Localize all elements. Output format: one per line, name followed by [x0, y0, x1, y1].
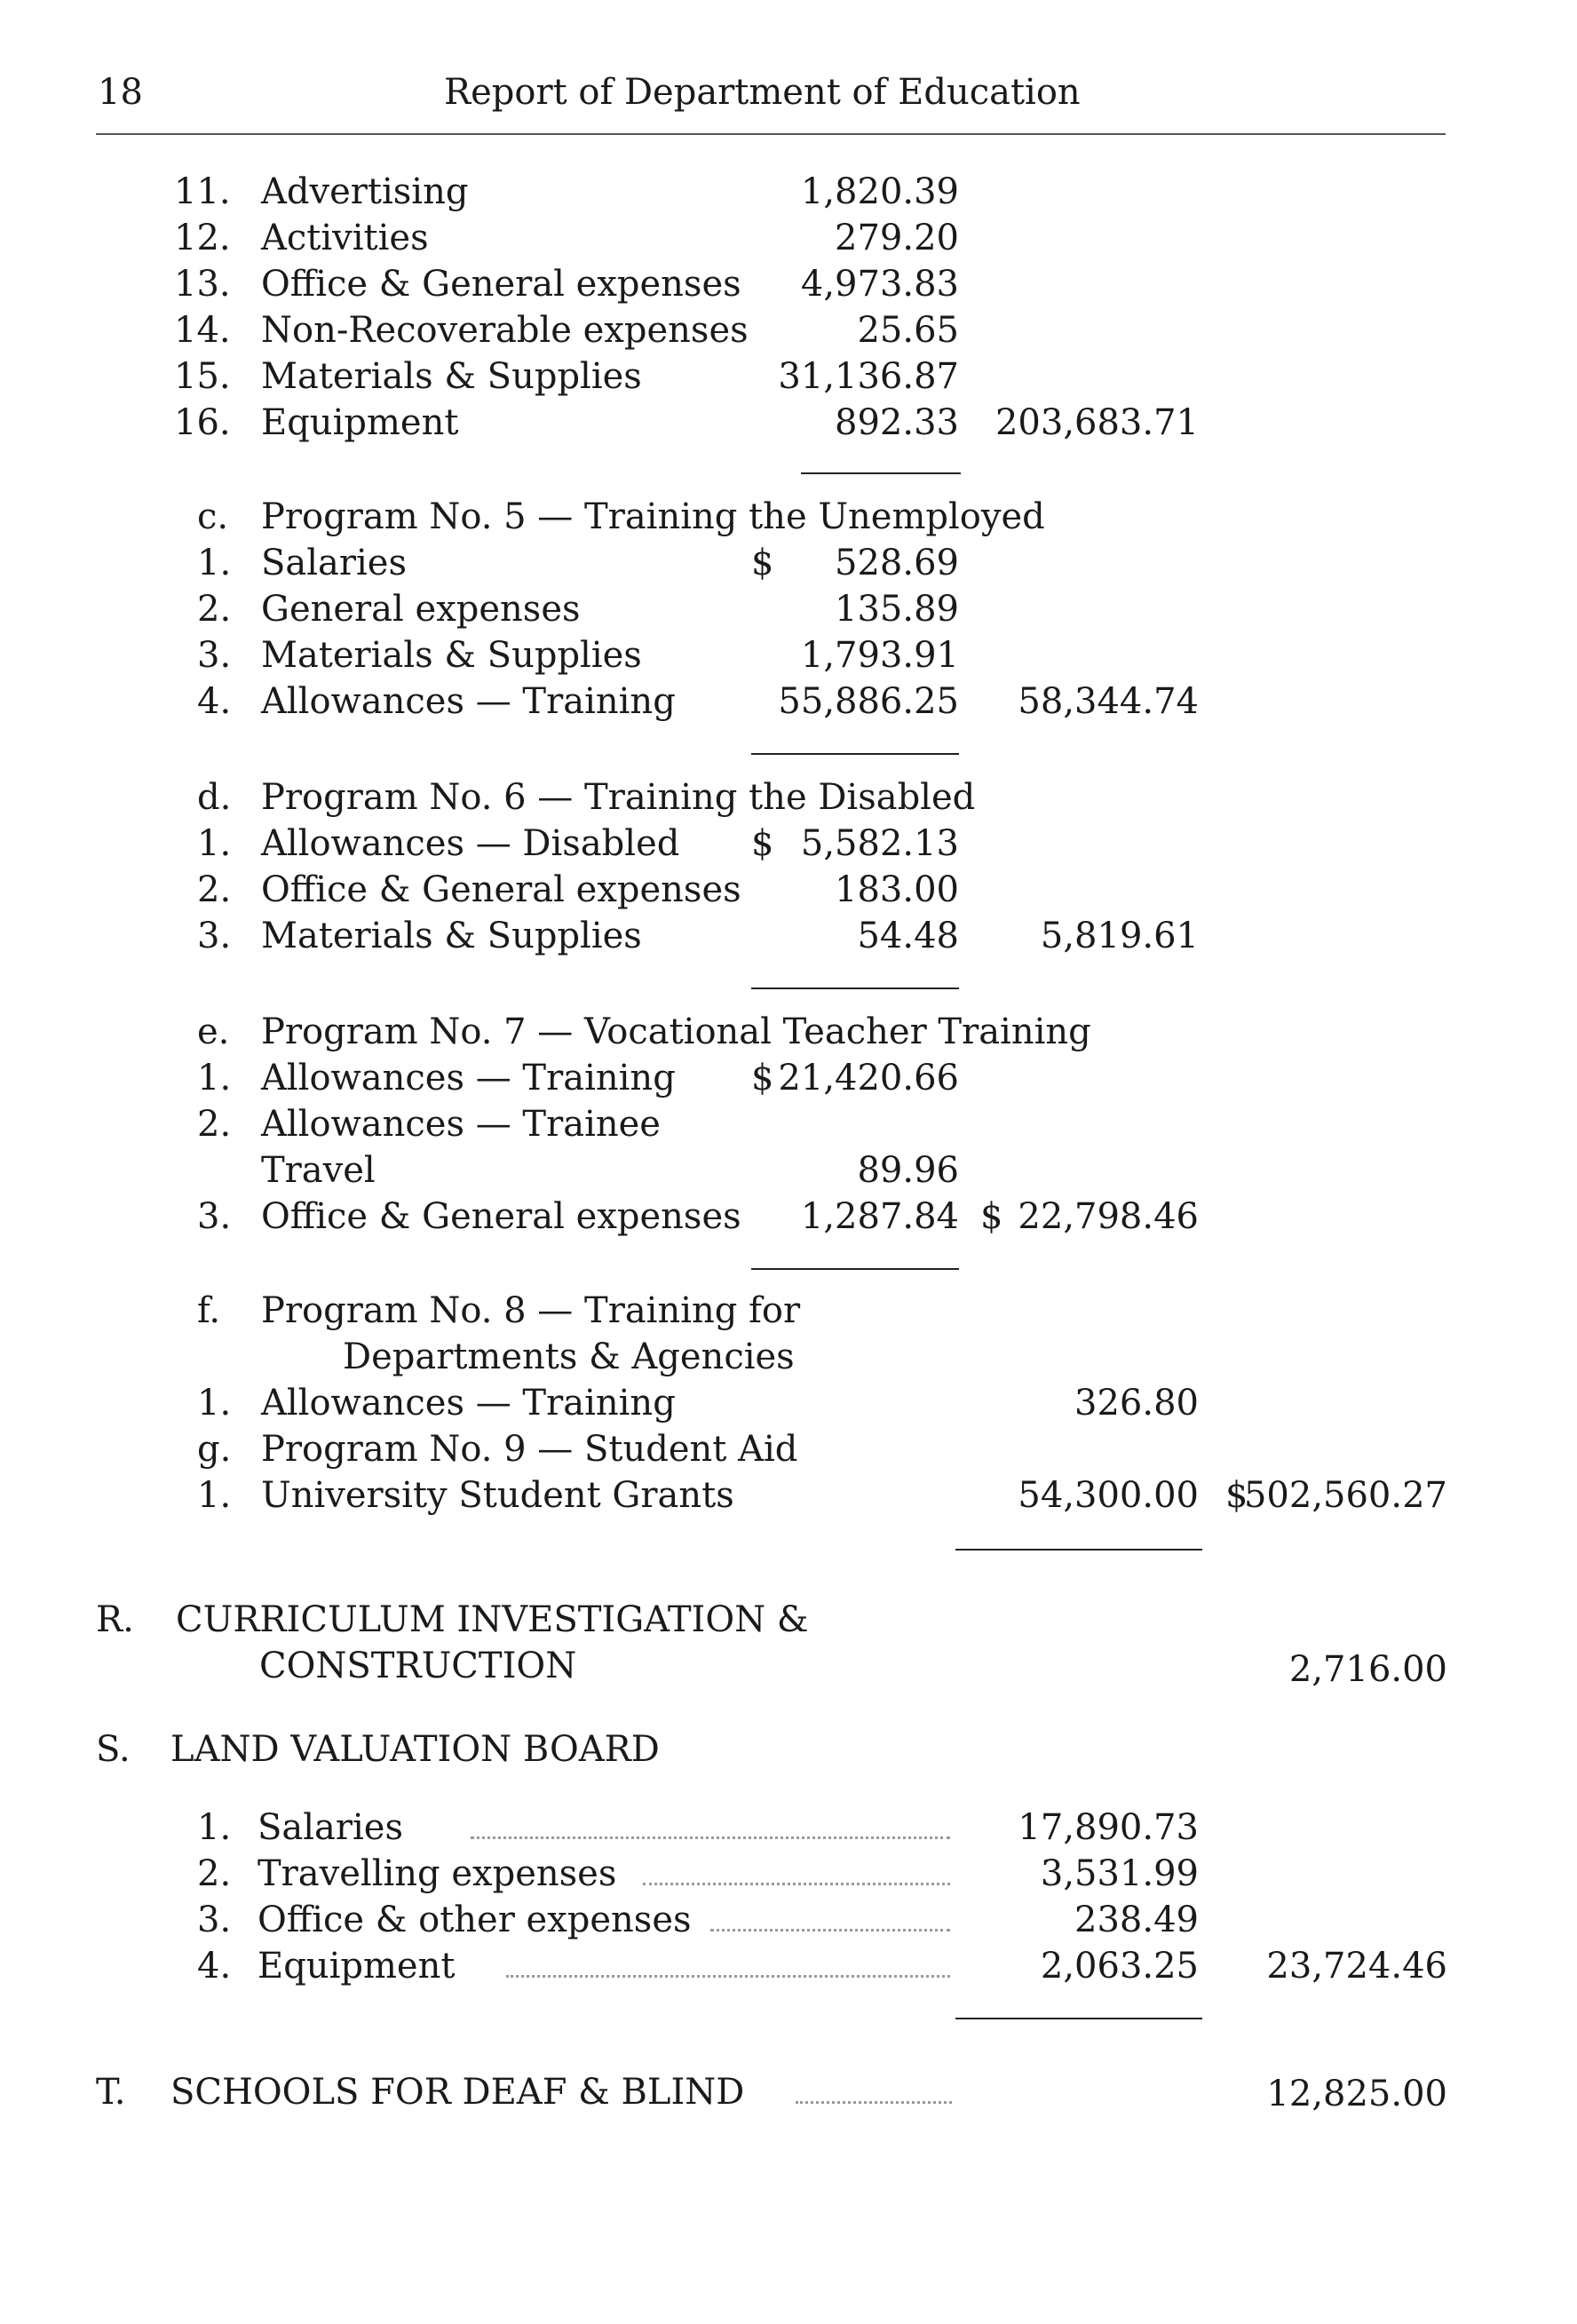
- total-rule: [955, 2018, 1202, 2019]
- item-label: General expenses: [261, 589, 581, 630]
- section-letter: S.: [96, 1729, 131, 1770]
- item-number: 13.: [174, 264, 231, 305]
- item-amount: 25.65: [857, 310, 959, 351]
- item-number: 15.: [174, 356, 231, 397]
- program-title: Program No. 9 — Student Aid: [261, 1429, 798, 1470]
- item-amount: 135.89: [835, 589, 959, 630]
- program-letter: f.: [197, 1290, 221, 1331]
- item-number: 4.: [197, 681, 232, 722]
- section-letter: R.: [96, 1599, 134, 1640]
- item-label: Office & General expenses: [261, 869, 741, 910]
- header-rule: [96, 133, 1446, 135]
- item-label: Materials & Supplies: [261, 635, 642, 676]
- item-number: 2.: [197, 589, 232, 630]
- item-number: 3.: [197, 1196, 232, 1237]
- item-label: Allowances — Training: [261, 1383, 676, 1424]
- section-total: 2,716.00: [1288, 1649, 1447, 1690]
- item-amount: 31,136.87: [778, 356, 959, 397]
- leader-dots: [796, 2101, 952, 2104]
- dollar-sign: $: [751, 543, 774, 583]
- item-amount: 238.49: [1074, 1900, 1199, 1940]
- item-number: 2.: [197, 869, 232, 910]
- item-label: Equipment: [261, 402, 459, 443]
- section-total: 203,683.71: [995, 402, 1199, 443]
- program-title: Program No. 6 — Training the Disabled: [261, 777, 976, 818]
- program-letter: e.: [197, 1011, 230, 1052]
- item-amount: 55,886.25: [778, 681, 959, 722]
- item-label: Allowances — Disabled: [261, 823, 680, 864]
- program-title-continued: Departments & Agencies: [343, 1336, 795, 1377]
- item-label: Non-Recoverable expenses: [261, 310, 749, 351]
- section-total: 58,344.74: [1018, 681, 1199, 722]
- item-amount: 5,582.13: [800, 823, 959, 864]
- item-label: Materials & Supplies: [261, 356, 642, 397]
- item-number: 4.: [197, 1946, 232, 1987]
- program-title: Program No. 7 — Vocational Teacher Training: [261, 1011, 1091, 1052]
- item-label: Allowances — Training: [261, 1058, 676, 1099]
- program-title: Program No. 5 — Training the Unemployed: [261, 496, 1045, 537]
- item-amount: 1,820.39: [800, 171, 959, 212]
- item-amount: 1,793.91: [800, 635, 959, 676]
- section-title: LAND VALUATION BOARD: [170, 1729, 660, 1770]
- item-number: 1.: [197, 1807, 232, 1848]
- dollar-sign: $: [1225, 1475, 1248, 1516]
- item-number: 2.: [197, 1853, 232, 1894]
- total-rule: [955, 1549, 1202, 1551]
- item-amount: 892.33: [835, 402, 959, 443]
- item-label: Salaries: [258, 1807, 404, 1848]
- item-label: Allowances — Trainee: [261, 1104, 661, 1145]
- item-label: Salaries: [261, 543, 408, 583]
- item-number: 11.: [174, 171, 231, 212]
- item-amount: 21,420.66: [778, 1058, 959, 1099]
- item-label: Materials & Supplies: [261, 916, 642, 956]
- item-label: Travelling expenses: [258, 1853, 617, 1894]
- item-number: 3.: [197, 1900, 232, 1940]
- page-title: Report of Department of Education: [444, 72, 1081, 113]
- item-amount: 2,063.25: [1040, 1946, 1199, 1987]
- item-amount: 3,531.99: [1040, 1853, 1199, 1894]
- item-number: 1.: [197, 543, 232, 583]
- total-rule: [801, 472, 961, 474]
- item-label: University Student Grants: [261, 1475, 734, 1516]
- item-number: 1.: [197, 1058, 232, 1099]
- item-number: 12.: [174, 218, 231, 258]
- item-number: 16.: [174, 402, 231, 443]
- item-label: Equipment: [258, 1946, 456, 1987]
- section-total: 22,798.46: [1018, 1196, 1199, 1237]
- program-title: Program No. 8 — Training for: [261, 1290, 801, 1331]
- dollar-sign: $: [751, 823, 774, 864]
- item-amount: 528.69: [835, 543, 959, 583]
- leader-dots: [471, 1836, 950, 1839]
- program-letter: g.: [197, 1429, 232, 1470]
- section-total: 5,819.61: [1040, 916, 1199, 956]
- dollar-sign: $: [751, 1058, 774, 1099]
- item-label: Activities: [261, 218, 429, 258]
- program-letter: d.: [197, 777, 232, 818]
- section-total: 326.80: [1074, 1383, 1199, 1424]
- item-label: Office & other expenses: [258, 1900, 692, 1940]
- item-amount: 183.00: [835, 869, 959, 910]
- section-title-continued: CONSTRUCTION: [259, 1646, 577, 1686]
- dollar-sign: $: [980, 1196, 1003, 1237]
- item-number: 1.: [197, 823, 232, 864]
- page-number: 18: [98, 72, 143, 113]
- item-number: 3.: [197, 916, 232, 956]
- grand-total: 502,560.27: [1243, 1475, 1447, 1516]
- program-letter: c.: [197, 496, 229, 537]
- section-letter: T.: [96, 2072, 126, 2113]
- item-label: Advertising: [261, 171, 469, 212]
- item-amount: 4,973.83: [800, 264, 959, 305]
- item-amount: 89.96: [857, 1150, 959, 1191]
- leader-dots: [506, 1975, 950, 1978]
- item-label: Office & General expenses: [261, 264, 741, 305]
- item-number: 3.: [197, 635, 232, 676]
- total-rule: [751, 753, 959, 755]
- item-amount: 17,890.73: [1018, 1807, 1199, 1848]
- section-total: 12,825.00: [1266, 2074, 1447, 2114]
- item-amount: 279.20: [835, 218, 959, 258]
- item-number: 1.: [197, 1383, 232, 1424]
- item-number: 1.: [197, 1475, 232, 1516]
- item-number: 2.: [197, 1104, 232, 1145]
- item-label-continued: Travel: [261, 1150, 376, 1191]
- total-rule: [751, 1268, 959, 1270]
- section-title: CURRICULUM INVESTIGATION &: [176, 1599, 809, 1640]
- item-label: Allowances — Training: [261, 681, 676, 722]
- section-title: SCHOOLS FOR DEAF & BLIND: [170, 2072, 745, 2113]
- leader-dots: [710, 1929, 950, 1931]
- total-rule: [751, 988, 959, 989]
- section-total: 23,724.46: [1266, 1946, 1447, 1987]
- item-amount: 1,287.84: [800, 1196, 959, 1237]
- item-number: 14.: [174, 310, 231, 351]
- item-amount: 54.48: [857, 916, 959, 956]
- item-label: Office & General expenses: [261, 1196, 741, 1237]
- leader-dots: [643, 1883, 950, 1885]
- section-total: 54,300.00: [1018, 1475, 1199, 1516]
